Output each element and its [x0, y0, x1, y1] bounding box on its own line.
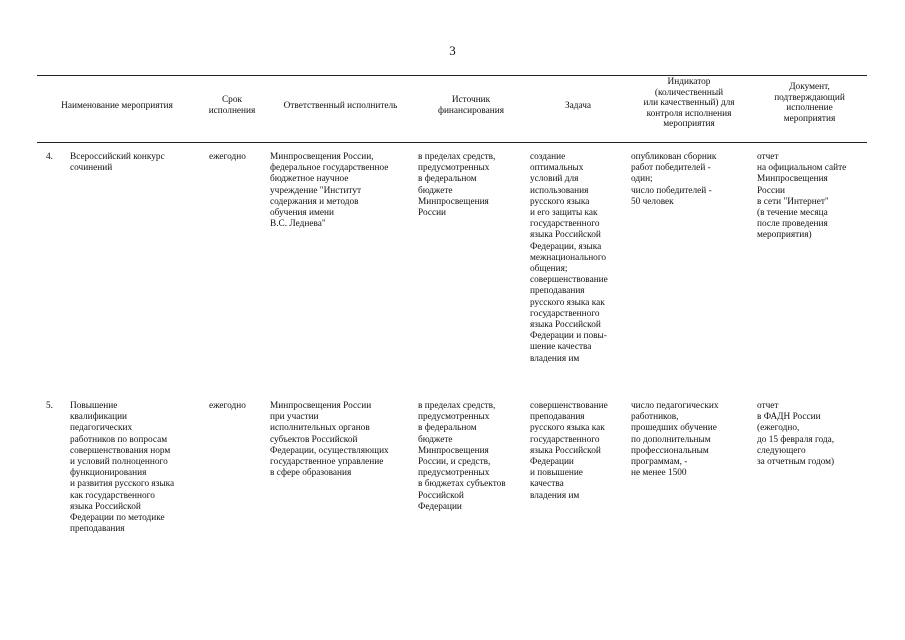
- row-term: ежегодно: [209, 152, 246, 162]
- row-source: в пределах средств, предусмотренных в федеральном бюджете Минпросвещения России, и средств, предусмотренных в бюджетах субъектов Российской Федерации: [418, 401, 506, 512]
- row-name: Повышение квалификации педагогических работников по вопросам совершенствования норм и условий полноценного функционирования и развития русского языка как государственного языка Российской Федерации по методике преподавания: [70, 401, 175, 535]
- header-term: Срок исполнения: [208, 95, 256, 116]
- row-document: отчет на официальном сайте Минпросвещения России в сети "Интернет" (в течение месяца после проведения мероприятия): [757, 152, 847, 241]
- row-executor: Минпросвещения России при участии исполнительных органов субъектов Российской Федерации, осуществляющих государственное управление в сфере образования: [270, 401, 389, 479]
- row-term: ежегодно: [209, 401, 246, 411]
- header-executor: Ответственный исполнитель: [283, 101, 398, 111]
- page-number: 3: [449, 43, 456, 58]
- header-name: Наименование мероприятия: [61, 101, 173, 111]
- row-name: Всероссийский конкурс сочинений: [70, 152, 165, 174]
- row-indicator: опубликован сборник работ победителей - один; число победителей - 50 человек: [631, 152, 717, 207]
- row-number: 4.: [46, 152, 53, 162]
- row-task: создание оптимальных условий для использования русского языка и его защиты как государственного языка Российской Федерации, языка межнационального общения; совершенствование преподавания русского языка как государственного языка Российской Федерации и повы- шение качества владения им: [530, 152, 608, 364]
- header-task: Задача: [564, 101, 592, 111]
- header-bottom-rule: [37, 142, 867, 143]
- row-task: совершенствование преподавания русского языка как государственного языка Российской Федерации и повышение качества владения им: [530, 401, 608, 501]
- row-indicator: число педагогических работников, прошедших обучение по дополнительным профессиональным программам, - не менее 1500: [631, 401, 719, 479]
- row-executor: Минпросвещения России, федеральное государственное бюджетное научное учреждение "Институт содержания и методов обучения имени В.С. Леднева": [270, 152, 389, 230]
- row-document: отчет в ФАДН России (ежегодно, до 15 февраля года, следующего за отчетным годом): [757, 401, 835, 468]
- row-number: 5.: [46, 401, 53, 411]
- header-indicator: Индикатор (количественный или качественный) для контроля исполнения мероприятия: [643, 77, 735, 130]
- header-document: Документ, подтверждающий исполнение мероприятия: [774, 82, 845, 124]
- table-top-rule: [37, 75, 867, 76]
- row-source: в пределах средств, предусмотренных в федеральном бюджете Минпросвещения России: [418, 152, 496, 219]
- header-source: Источник финансирования: [437, 95, 505, 116]
